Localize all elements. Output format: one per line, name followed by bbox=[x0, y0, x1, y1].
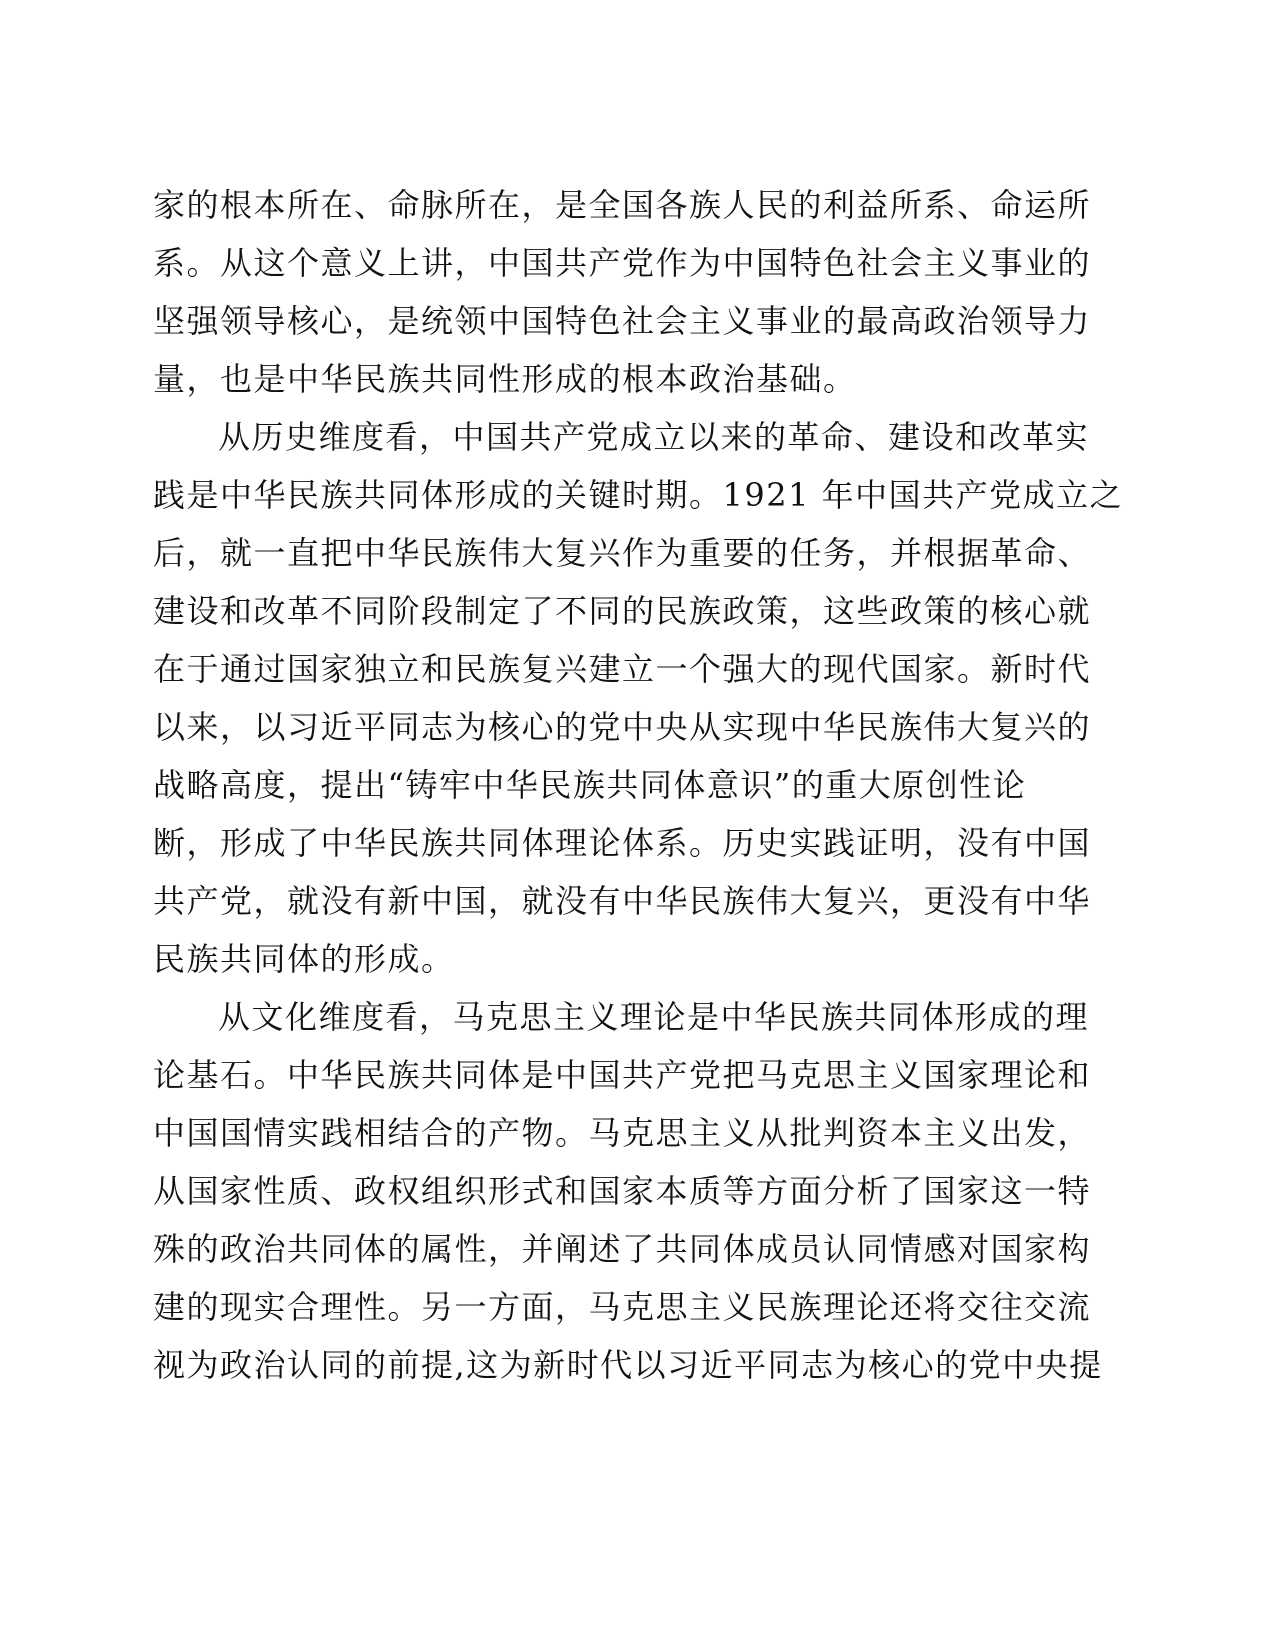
text-line: 在于通过国家独立和民族复兴建立一个强大的现代国家。新时代 bbox=[153, 650, 1092, 688]
text-line: 从国家性质、政权组织形式和国家本质等方面分析了国家这一特 bbox=[153, 1172, 1092, 1210]
text-line: 系。从这个意义上讲，中国共产党作为中国特色社会主义事业的 bbox=[153, 244, 1092, 282]
text-line: 视为政治认同的前提,这为新时代以习近平同志为核心的党中央提 bbox=[153, 1346, 1103, 1384]
text-line: 断，形成了中华民族共同体理论体系。历史实践证明，没有中国 bbox=[153, 824, 1092, 862]
text-line: 家的根本所在、命脉所在，是全国各族人民的利益所系、命运所 bbox=[153, 186, 1092, 224]
text-line: 建的现实合理性。另一方面，马克思主义民族理论还将交往交流 bbox=[153, 1288, 1092, 1326]
paragraph-first-line: 从历史维度看，中国共产党成立以来的革命、建设和改革实 bbox=[218, 418, 1090, 456]
text-line: 践是中华民族共同体形成的关键时期。1921 年中国共产党成立之 bbox=[153, 476, 1124, 514]
text-line: 中国国情实践相结合的产物。马克思主义从批判资本主义出发， bbox=[153, 1114, 1092, 1152]
text-line: 论基石。中华民族共同体是中国共产党把马克思主义国家理论和 bbox=[153, 1056, 1092, 1094]
text-line: 后，就一直把中华民族伟大复兴作为重要的任务，并根据革命、 bbox=[153, 534, 1092, 572]
text-line: 战略高度，提出“铸牢中华民族共同体意识”的重大原创性论 bbox=[153, 766, 1027, 804]
text-line: 民族共同体的形成。 bbox=[153, 940, 455, 978]
body-text bbox=[153, 176, 1124, 1394]
text-line: 殊的政治共同体的属性，并阐述了共同体成员认同情感对国家构 bbox=[153, 1230, 1092, 1268]
text-line: 量，也是中华民族共同性形成的根本政治基础。 bbox=[153, 360, 857, 398]
text-line: 共产党，就没有新中国，就没有中华民族伟大复兴，更没有中华 bbox=[153, 882, 1092, 920]
text-line: 坚强领导核心，是统领中国特色社会主义事业的最高政治领导力 bbox=[153, 302, 1092, 340]
text-line: 以来，以习近平同志为核心的党中央从实现中华民族伟大复兴的 bbox=[153, 708, 1092, 746]
text-line: 建设和改革不同阶段制定了不同的民族政策，这些政策的核心就 bbox=[153, 592, 1092, 630]
paragraph-first-line: 从文化维度看，马克思主义理论是中华民族共同体形成的理 bbox=[218, 998, 1090, 1036]
